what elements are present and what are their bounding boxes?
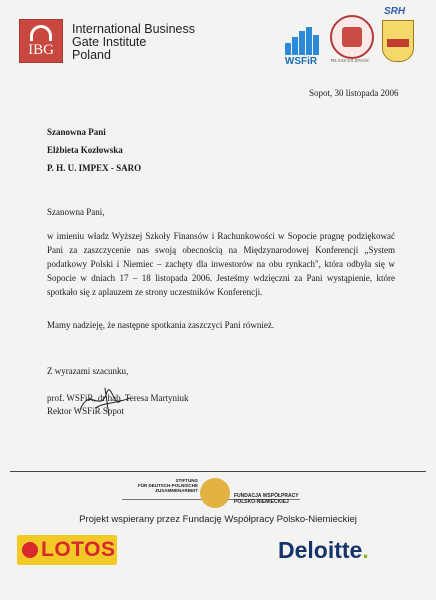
project-sponsor-text: Projekt wspierany przez Fundację Współpracy Polsko-Niemieckiej	[79, 514, 357, 525]
university-seal	[330, 15, 374, 59]
fundacja-logo-icon	[200, 478, 230, 508]
signatory-name: prof. WSFiR, dr hab. Teresa Martyniuk	[47, 393, 189, 403]
deloitte-wordmark: Deloitte	[278, 537, 363, 563]
bar-chart-icon	[285, 27, 319, 55]
footer-divider	[10, 471, 426, 472]
salutation: Szanowna Pani,	[47, 207, 105, 217]
closing-sentence: Mamy nadzieję, że następne spotkania zaszczyci Pani również.	[47, 320, 275, 330]
lotos-logo	[17, 535, 117, 565]
ibg-logo	[19, 19, 63, 63]
letter-date: Sopot, 30 listopada 2006	[309, 88, 399, 98]
stiftung-name: STIFTUNG FÜR DEUTSCH-POLNISCHE ZUSAMMENARBEIT	[137, 478, 198, 493]
signatory-title: Rektor WSFiR Sopot	[47, 406, 124, 416]
wsfir-label: WSFiR	[284, 56, 318, 67]
arch-icon	[30, 25, 52, 41]
fundacja-name: FUNDACJA WSPÓŁPRACY POLSKO-NIEMIECKIEJ	[234, 493, 299, 505]
wsfir-logo	[281, 25, 321, 67]
recipient-line: P. H. U. IMPEX - SARO	[47, 163, 142, 173]
lotos-wordmark: LOTOS	[41, 538, 116, 561]
seal-emblem-icon	[342, 27, 362, 47]
institute-name: International Business Gate Institute Poland	[72, 22, 195, 62]
recipient-line: Elżbieta Kozłowska	[47, 145, 123, 155]
deloitte-dot: .	[362, 537, 369, 563]
letter-body: w imieniu władz Wyższej Szkoły Finansów i Rachunkowości w Sopocie pragnę podziękować Pani za zaszczycenie nas swoją obecnością na Międzynarodowej Konferencji „System podatkowy Polski i Niemiec – zachęty dla inwestorów na obu rynkach", która odbyła się w Sopocie w dniach 17 – 18 listopada 2006. Jesteśmy wdzięczni za Pani wystąpienie, które spotkało się z aplauzem ze strony uczestników Konferencji.	[47, 231, 395, 297]
srh-label: SRH	[384, 6, 406, 17]
lotos-flower-icon	[22, 542, 38, 558]
ibg-logo-text: IBG	[28, 42, 54, 58]
regards: Z wyrazami szacunku,	[47, 366, 129, 376]
coat-of-arms-icon	[382, 20, 414, 62]
recipient-block	[47, 125, 141, 179]
deloitte-logo	[278, 537, 369, 564]
handwritten-signature	[75, 380, 135, 420]
recipient-line: Szanowna Pani	[47, 127, 106, 137]
seal-caption: PEŁNAR SOLIDNOŚĆ	[330, 58, 370, 63]
